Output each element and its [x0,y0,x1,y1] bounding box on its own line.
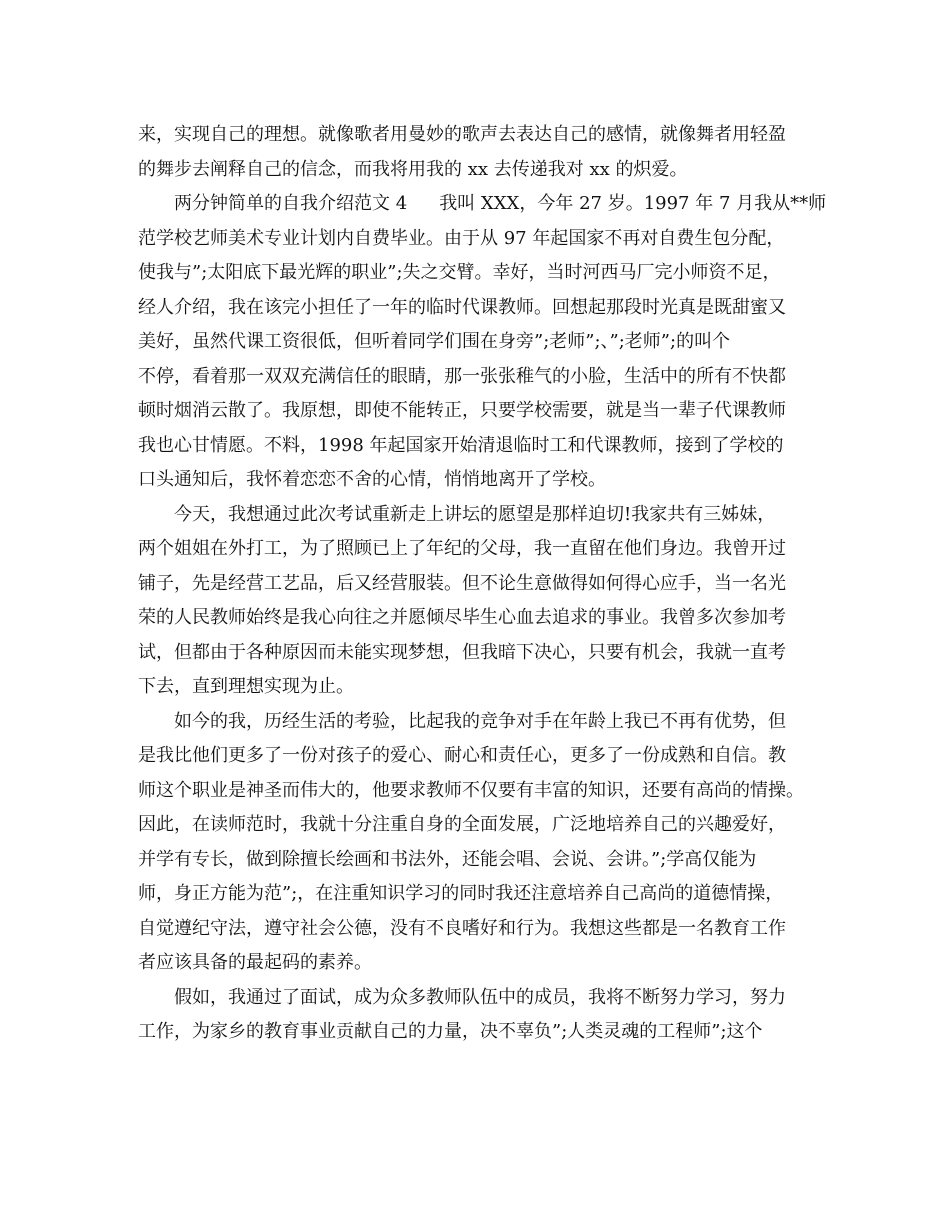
text-line: 不停，看着那一双双充满信任的眼睛，那一张张稚气的小脸，生活中的所有不快都 [138,365,786,387]
text-line: 使我与”;太阳底下最光辉的职业”;失之交臂。幸好，当时河西马厂完小师资不足， [138,262,781,283]
text-line: 工作，为家乡的教育事业贡献自己的力量，决不辜负”;人类灵魂的工程师”;这个 [138,1021,763,1042]
text-line: 顿时烟消云散了。我原想，即使不能转正，只要学校需要，就是当一辈子代课教师 [138,400,786,421]
text-line: 荣的人民教师始终是我心向往之并愿倾尽毕生心血去追求的事业。我曾多次参加考 [138,607,786,628]
text-line: 来，实现自己的理想。就像歌者用曼妙的歌声去表达自己的感情，就像舞者用轻盈 [138,124,786,145]
document-page [138,118,828,1050]
text-line: 口头通知后，我怀着恋恋不舍的心情，悄悄地离开了学校。 [138,469,606,490]
text-line: 自觉遵纪守法，遵守社会公德，没有不良嗜好和行为。我想这些都是一名教育工作 [138,917,786,939]
text-line: 的舞步去阐释自己的信念，而我将用我的 xx 去传递我对 xx 的炽爱。 [138,158,688,180]
text-line: 下去，直到理想实现为止。 [138,676,354,697]
text-line: 范学校艺师美术专业计划内自费毕业。由于从 97 年起国家不再对自费生包分配， [138,227,785,249]
text-line: 师这个职业是神圣而伟大的，他要求教师不仅要有丰富的知识，还要有高尚的情操。 [138,779,804,801]
text-line: 是我比他们更多了一份对孩子的爱心、耐心和责任心，更多了一份成熟和自信。教 [138,745,786,766]
text-line: 经人介绍，我在该完小担任了一年的临时代课教师。回想起那段时光真是既甜蜜又 [138,296,786,318]
text-line: 试，但都由于各种原因而未能实现梦想，但我暗下决心，只要有机会，我就一直考 [138,641,786,663]
text-line: 因此，在读师范时，我就十分注重自身的全面发展，广泛地培养自己的兴趣爱好， [138,814,786,835]
text-line: 我也心甘情愿。不料，1998 年起国家开始清退临时工和代课教师，接到了学校的 [138,434,784,456]
text-span: 我叫 XXX，今年 27 岁。1997 年 7 月我从**师 [439,193,827,214]
text-line: 今天，我想通过此次考试重新走上讲坛的愿望是那样迫切!我家共有三姊妹， [174,503,776,525]
paragraph [138,118,828,187]
text-line: 铺子，先是经营工艺品，后又经营服装。但不论生意做得如何得心应手，当一名光 [138,572,786,594]
text-line: 两个姐姐在外打工，为了照顾已上了年纪的父母，我一直留在他们身边。我曾开过 [138,538,786,559]
text-line: 假如，我通过了面试，成为众多教师队伍中的成员，我将不断努力学习，努力 [174,986,786,1008]
paragraph [138,705,828,981]
paragraph [138,981,828,1050]
paragraph [138,498,828,705]
text-line: 美好，虽然代课工资很低，但听着同学们围在身旁”;老师”;、”;老师”;的叫个 [138,331,731,352]
text-line [138,187,828,222]
text-line: 师，身正方能为范”;，在注重知识学习的同时我还注意培养自己高尚的道德情操， [138,883,784,904]
text-line: 如今的我，历经生活的考验，比起我的竞争对手在年龄上我已不再有优势，但 [174,710,786,732]
text-line: 者应该具备的最起码的素养。 [138,952,372,973]
text-line: 并学有专长，做到除擅长绘画和书法外，还能会唱、会说、会讲。”;学高仅能为 [138,848,757,870]
paragraph [138,187,828,498]
section-heading: 两分钟简单的自我介绍范文 4 [174,193,408,214]
